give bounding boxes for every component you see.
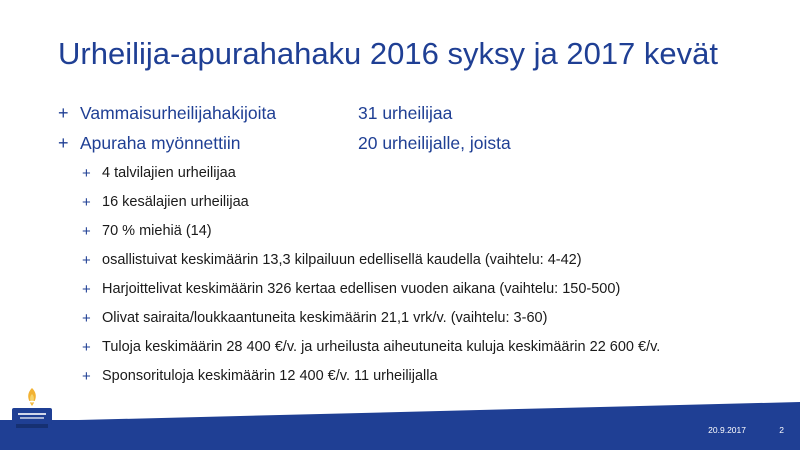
- main-bullet-label: Apuraha myönnettiin: [80, 132, 241, 153]
- sub-bullet: [82, 249, 582, 271]
- foundation-logo-icon: [8, 384, 56, 430]
- sub-bullet: [82, 336, 660, 358]
- sub-bullet-text: Tuloja keskimäärin 28 400 €/v. ja urheilusta aiheutuneita kuluja keskimäärin 22 600 €/v.: [102, 339, 661, 355]
- plus-bullet-icon: +: [82, 222, 91, 240]
- sub-bullet-text: Olivat sairaita/loukkaantuneita keskimäärin 21,1 vrk/v. (vaihtelu: 3-60): [102, 310, 548, 326]
- slide-title: Urheilija-apurahahaku 2016 syksy ja 2017 kevät: [58, 36, 719, 71]
- sub-bullet-text: osallistuivat keskimäärin 13,3 kilpailuun edellisellä kaudella (vaihtelu: 4-42): [102, 252, 582, 268]
- sub-bullet-text: 70 % miehiä (14): [102, 223, 212, 239]
- footer-wedge: [0, 402, 800, 422]
- main-bullet-label: Vammaisurheilijahakijoita: [80, 102, 277, 123]
- plus-bullet-icon: +: [58, 102, 69, 123]
- plus-bullet-icon: +: [82, 251, 91, 269]
- plus-bullet-icon: +: [82, 367, 91, 385]
- page-number: 2: [779, 425, 784, 435]
- main-bullet: [58, 100, 452, 126]
- sub-bullet: [82, 191, 249, 213]
- sub-bullet: [82, 278, 620, 300]
- footer-date: 20.9.2017: [708, 425, 746, 435]
- footer-bar: [0, 420, 800, 450]
- main-bullet-value: 20 urheilijalle, joista: [358, 132, 511, 153]
- plus-bullet-icon: +: [58, 132, 69, 153]
- sub-bullet-text: 16 kesälajien urheilijaa: [102, 194, 249, 210]
- sub-bullet: [82, 162, 236, 184]
- plus-bullet-icon: +: [82, 280, 91, 298]
- plus-bullet-icon: +: [82, 309, 91, 327]
- sub-bullet: [82, 365, 438, 387]
- plus-bullet-icon: +: [82, 338, 91, 356]
- plus-bullet-icon: +: [82, 193, 91, 211]
- main-bullet-value: 31 urheilijaa: [358, 102, 453, 123]
- sub-bullet-text: Harjoittelivat keskimäärin 326 kertaa edellisen vuoden aikana (vaihtelu: 150-500): [102, 281, 621, 297]
- sub-bullet: [82, 307, 547, 329]
- sub-bullet-text: 4 talvilajien urheilijaa: [102, 165, 236, 181]
- main-bullet: [58, 130, 511, 156]
- sub-bullet-text: Sponsorituloja keskimäärin 12 400 €/v. 11 urheilijalla: [102, 368, 438, 384]
- sub-bullet: [82, 220, 212, 242]
- plus-bullet-icon: +: [82, 164, 91, 182]
